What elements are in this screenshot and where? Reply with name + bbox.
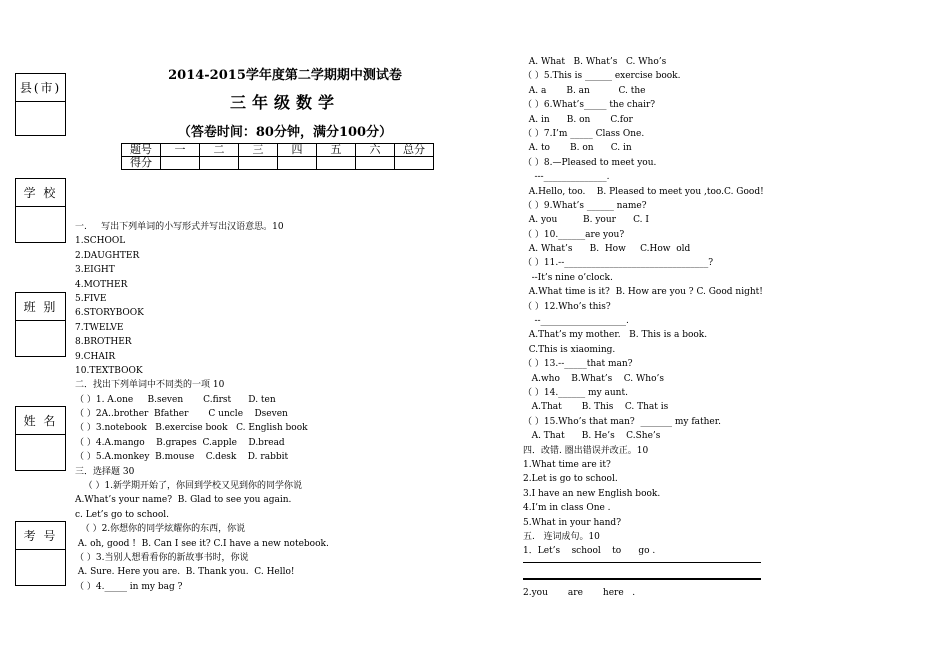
- question-line: 6.STORYBOOK: [75, 308, 144, 319]
- score-table-score-row: [122, 157, 434, 170]
- class-field[interactable]: [16, 321, 65, 356]
- question-line: 7.TWELVE: [75, 322, 124, 333]
- question-line: （ ）1. A.one B.seven C.first D. ten: [75, 394, 276, 405]
- score-cell: 题号: [122, 144, 161, 157]
- score-cell: 五: [317, 144, 356, 157]
- answer-line[interactable]: [523, 578, 761, 580]
- question-line: （ ）3.当别人想看看你的新故事书时，你说: [75, 552, 249, 563]
- score-table: [121, 143, 434, 170]
- question-line: A.What time is it? B. How are you ? C. Good night!: [523, 287, 763, 298]
- question-line: --It’s nine o’clock.: [523, 272, 613, 283]
- question-line: （ ）14.______ my aunt.: [523, 387, 628, 398]
- score-cell: 三: [239, 144, 278, 157]
- question-line: A. a B. an C. the: [523, 85, 646, 96]
- question-line: 9.CHAIR: [75, 351, 116, 362]
- name-label: 姓 名: [16, 407, 65, 435]
- exam-number-label: 考 号: [16, 522, 65, 550]
- score-entry[interactable]: [356, 157, 395, 170]
- score-entry[interactable]: [395, 157, 434, 170]
- score-table-header-row: [122, 144, 434, 157]
- question-line: （ ）2.你想你的同学炫耀你的东西，你说: [75, 524, 246, 535]
- score-entry[interactable]: [317, 157, 356, 170]
- question-line: C.This is xiaoming.: [523, 344, 616, 355]
- question-line: （ ）5.This is ______ exercise book.: [523, 71, 681, 82]
- score-entry[interactable]: [161, 157, 200, 170]
- question-line: 10.TEXTBOOK: [75, 365, 143, 376]
- question-line: A. to B. on C. in: [523, 143, 632, 154]
- question-line: A. What’s B. How C.How old: [523, 244, 691, 255]
- exam-title: 2014-2015学年度第二学期期中测试卷: [168, 68, 402, 83]
- question-line: （ ）1.新学期开始了，你回到学校又见到你的同学你说: [75, 481, 303, 492]
- question-line: 二．找出下列单词中不同类的一项 10: [75, 380, 225, 391]
- county-field[interactable]: [16, 102, 65, 135]
- score-cell: 总分: [395, 144, 434, 157]
- question-line: --___________________.: [523, 316, 629, 327]
- question-line: A.who B.What’s C. Who’s: [523, 373, 664, 384]
- question-line: 1.SCHOOL: [75, 236, 126, 247]
- exam-number-field[interactable]: [16, 550, 65, 585]
- question-line: ---______________.: [523, 172, 610, 183]
- question-line: （ ）4.A.mango B.grapes C.apple D.bread: [75, 437, 285, 448]
- question-line: A.What’s your name? B. Glad to see you again.: [75, 495, 292, 506]
- county-label: 县(市): [16, 74, 65, 102]
- school-box: [15, 178, 66, 243]
- exam-number-box: [15, 521, 66, 586]
- name-box: [15, 406, 66, 471]
- score-cell: 二: [200, 144, 239, 157]
- score-cell: 四: [278, 144, 317, 157]
- question-line: A.That’s my mother. B. This is a book.: [523, 330, 708, 341]
- question-line: （ ）6.What’s_____ the chair?: [523, 100, 656, 111]
- question-line: c. Let’s go to school.: [75, 509, 169, 520]
- question-line: 4.MOTHER: [75, 279, 128, 290]
- question-line: 三．选择题 30: [75, 466, 135, 477]
- question-line: （ ）15.Who’s that man? _______ my father.: [523, 416, 721, 427]
- county-box: [15, 73, 66, 136]
- question-line: 4.I’m in class One .: [523, 503, 611, 514]
- question-line: （ ）3.notebook B.exercise book C. English book: [75, 423, 308, 434]
- score-cell: 六: [356, 144, 395, 157]
- right-column: [523, 55, 764, 559]
- question-line: A. What B. What’s C. Who’s: [523, 57, 667, 67]
- question-line: 1.What time are it?: [523, 459, 611, 470]
- question-line: 一. 写出下列单词的小写形式并写出汉语意思。10: [75, 222, 284, 232]
- question-line: （ ）10.______are you?: [523, 229, 625, 240]
- question-line: 5.What in your hand?: [523, 517, 622, 528]
- exam-time-note: （答卷时间：80分钟，满分100分）: [177, 125, 393, 140]
- score-entry[interactable]: [278, 157, 317, 170]
- question-line: 3.I have an new English book.: [523, 488, 661, 499]
- question-line: （ ）12.Who’s this?: [523, 301, 611, 312]
- question-line: 8.BROTHER: [75, 337, 132, 348]
- class-label: 班 别: [16, 293, 65, 321]
- question-line: 五. 连词成句。10: [523, 531, 600, 542]
- question-line: （ ）2A..brother Bfather C uncle Dseven: [75, 409, 288, 420]
- question-line: A. oh, good ! B. Can I see it? C.I have a new notebook.: [75, 538, 329, 549]
- question-line: （ ）8.—Pleased to meet you.: [523, 157, 657, 168]
- left-column: [75, 220, 329, 594]
- exam-subject: 三年级数学: [229, 93, 340, 112]
- class-box: [15, 292, 66, 357]
- question-line: 2.Let is go to school.: [523, 474, 618, 485]
- school-label: 学 校: [16, 179, 65, 207]
- question-line: （ ）5.A.monkey B.mouse C.desk D. rabbit: [75, 452, 289, 463]
- question-line: A. in B. on C.for: [523, 114, 633, 125]
- score-entry[interactable]: [200, 157, 239, 170]
- question-line: A. you B. your C. I: [523, 215, 649, 226]
- question-line: A. Sure. Here you are. B. Thank you. C. Hello!: [75, 567, 295, 578]
- answer-line[interactable]: [523, 562, 761, 563]
- question-line: 1．Let’s school to go .: [523, 546, 656, 557]
- question-line: （ ）9.What’s ______ name?: [523, 200, 647, 211]
- question-line: A. That B. He’s C.She’s: [523, 431, 661, 442]
- score-cell: 一: [161, 144, 200, 157]
- question-line: 2.DAUGHTER: [75, 250, 140, 261]
- question-line: （ ）4._____ in my bag ?: [75, 581, 183, 592]
- name-field[interactable]: [16, 435, 65, 470]
- question-line: A.Hello, too. B. Pleased to meet you ,too.C. Good!: [523, 186, 764, 197]
- score-entry[interactable]: [239, 157, 278, 170]
- question-line: （ ）11.--________________________________?: [523, 258, 714, 269]
- question-line: 3.EIGHT: [75, 265, 115, 276]
- question-line: A.That B. This C. That is: [523, 402, 669, 413]
- question-line: （ ）7.I’m _____ Class One.: [523, 128, 645, 139]
- score-cell: 得分: [122, 157, 161, 170]
- question-line: （ ）13.--_____that man?: [523, 359, 633, 370]
- question-line: 5.FIVE: [75, 293, 107, 304]
- school-field[interactable]: [16, 207, 65, 242]
- sentence-q2: 2.you are here .: [523, 588, 636, 598]
- question-line: 四．改错. 圈出错误并改正。10: [523, 445, 649, 456]
